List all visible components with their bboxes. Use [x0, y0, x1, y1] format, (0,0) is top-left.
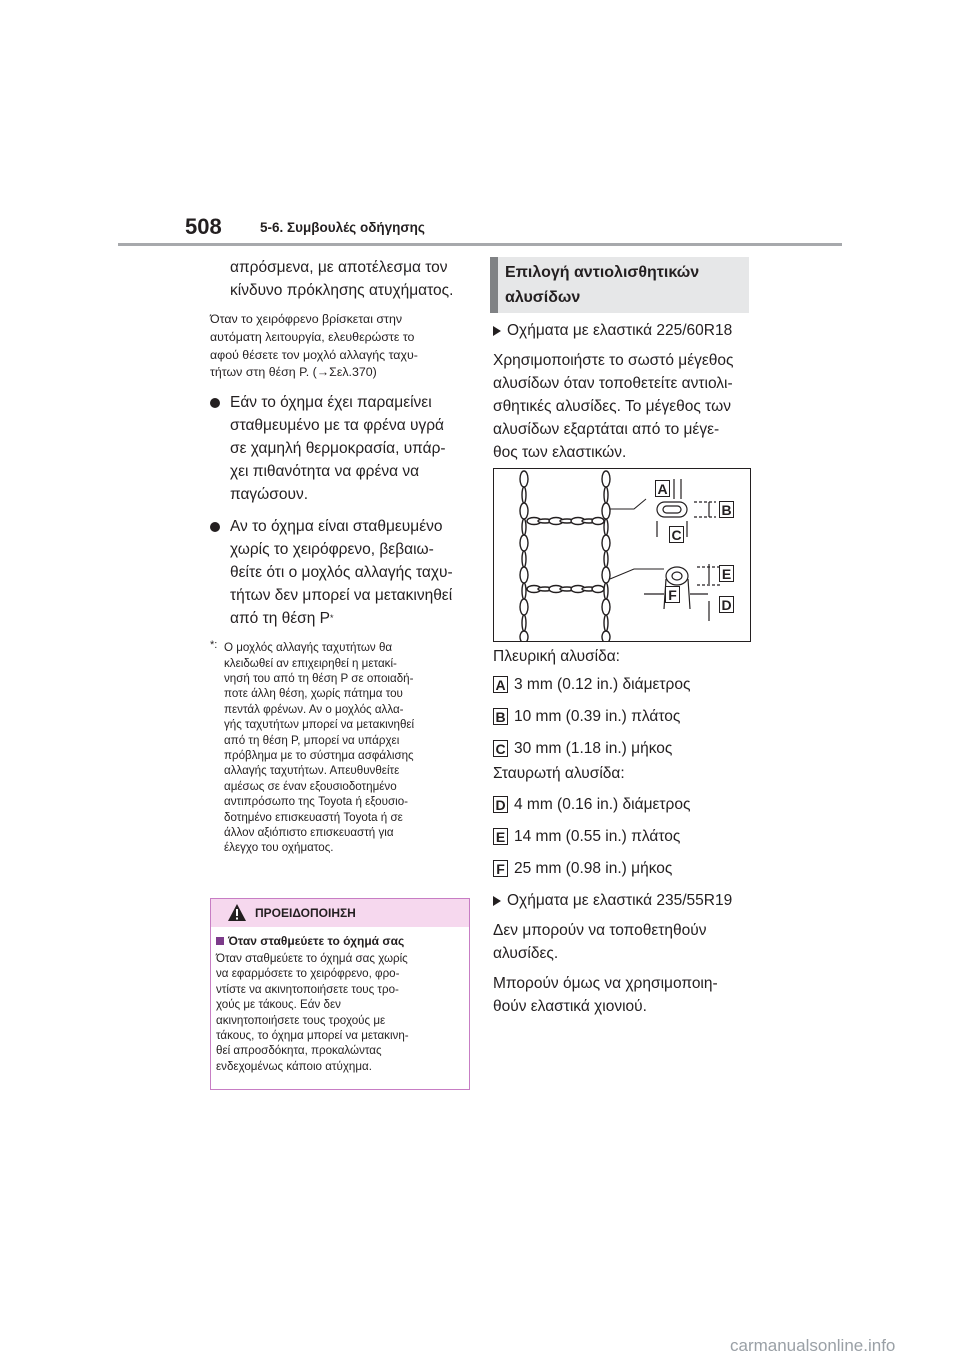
text-line: γής ταχυτήτων μπορεί να μετακινηθεί [224, 718, 415, 732]
text-line: αυτόματη λειτουργία, ελευθερώστε το [210, 329, 415, 344]
square-bullet-icon [216, 937, 224, 945]
section-heading-box [490, 257, 749, 313]
bullet-no-parking-brake [210, 515, 472, 630]
side-chain-label: Πλευρική αλυσίδα: [493, 648, 620, 665]
warning-subhead-text: Όταν σταθμεύετε το όχημά σας [228, 934, 405, 948]
key-a: A [493, 676, 508, 693]
text-line: χούς με τάκους. Εάν δεν [216, 998, 341, 1012]
text-line: αλυσίδων εξαρτάται από το μέγε- [493, 421, 720, 438]
chain-diagram [494, 469, 750, 641]
text-line: σταθμευμένο με τα φρένα υγρά [230, 417, 445, 435]
item-text: 30 mm (1.18 in.) μήκος [514, 740, 673, 757]
chain-left [520, 471, 528, 641]
arrow-right-icon [493, 326, 501, 336]
watermark: carmanualsonline.info [730, 1336, 896, 1355]
chain-right [602, 471, 610, 641]
key-f: F [493, 860, 508, 877]
text-line: χωρίς το χειρόφρενο, βεβαιω- [230, 541, 434, 559]
text-line: Όταν σταθμεύετε το όχημά σας χωρίς [216, 952, 408, 965]
continued-text [210, 256, 472, 302]
section-title: 5-6. Συμβουλές οδήγησης [260, 220, 425, 235]
item-text: 4 mm (0.16 in.) διάμετρος [514, 796, 691, 813]
figure-label-a: A [655, 480, 670, 497]
figure-label-b: B [719, 501, 734, 518]
text-line: από τη θέση P, μπορεί να υπάρχει [224, 733, 400, 747]
text-line: δοτημένο επισκευαστή Toyota ή σε [224, 810, 403, 824]
item-text: 3 mm (0.12 in.) διάμετρος [514, 676, 691, 693]
tire2-extra-text [493, 972, 755, 1018]
text-line: άλλον αξιόπιστο επισκευαστή για [224, 826, 394, 840]
page-number: 508 [185, 214, 222, 239]
cross-chain-item-f [493, 857, 755, 880]
chain-cross-upper [527, 518, 604, 525]
key-e: E [493, 828, 508, 845]
footnote-ref: * [330, 613, 334, 624]
text-line: αφού θέσετε τον μοχλό αλλαγής ταχυ- [210, 347, 418, 362]
tire1-block [493, 319, 755, 464]
text-line [230, 607, 472, 630]
text-line: Εάν το όχημα έχει παραμείνει [230, 394, 432, 412]
warning-box [210, 898, 470, 1090]
text-line: θος των ελαστικών. [493, 444, 627, 461]
text-line: σε χαμηλή θερμοκρασία, υπάρ- [230, 440, 446, 458]
header-rule [118, 243, 842, 246]
text-line: ντίστε να ακινητοποιήσετε τους τρο- [216, 982, 399, 996]
text-line: αλυσίδες. [493, 945, 559, 962]
figure-label-f: F [665, 586, 680, 603]
figure-label-c: C [669, 526, 684, 543]
cross-chain-label: Σταυρωτή αλυσίδα: [493, 765, 625, 782]
text-line: ενδεχομένως κάποιο ατύχημα. [216, 1059, 372, 1073]
text-line: Δεν μπορούν να τοποθετηθούν [493, 922, 707, 939]
key-b: B [493, 708, 508, 725]
key-c: C [493, 740, 508, 757]
tire1-heading [493, 319, 755, 342]
arrow-right-icon [493, 896, 501, 906]
cross-chain-item-e [493, 825, 755, 848]
warning-triangle-icon [227, 903, 247, 922]
text-line: Όταν το χειρόφρενο βρίσκεται στην [210, 312, 403, 326]
text-line: παγώσουν. [230, 486, 309, 504]
figure-label-d: D [719, 596, 734, 613]
key-d: D [493, 796, 508, 813]
footnote [210, 640, 472, 856]
item-text: 10 mm (0.39 in.) πλάτος [514, 708, 681, 725]
text-line: αλυσίδων όταν τοποθετείτε αντιολι- [493, 375, 733, 392]
tire1-text [493, 349, 755, 464]
text-line: πεντάλ φρένων. Αν ο μοχλός αλλα- [224, 702, 404, 716]
chain-sizes [493, 645, 755, 1018]
left-column [210, 256, 472, 856]
text-line: νησή του από τη θέση P σε οποιαδή- [224, 672, 414, 685]
cross-chain-item-d [493, 793, 755, 816]
bullet-cold-brakes [210, 391, 472, 506]
figure-label-e: E [719, 565, 734, 582]
text-line: τάκους, το όχημα μπορεί να μετακινη- [216, 1029, 409, 1043]
chain-size-figure [493, 468, 751, 642]
item-text: 14 mm (0.55 in.) πλάτος [514, 828, 681, 845]
text-line: Επιλογή αντιολισθητικών [505, 264, 700, 281]
warning-body [216, 933, 464, 1074]
text-line: Χρησιμοποιήστε το σωστό μέγεθος [493, 352, 734, 369]
footnote-mark: *: [210, 639, 218, 652]
text-line: κλειδωθεί αν επιχειρηθεί η μετακί- [224, 656, 397, 670]
text-line: έλεγχο του οχήματος. [224, 841, 334, 855]
text-line: θεί απροσδόκητα, προκαλώντας [216, 1044, 382, 1058]
section-heading [505, 260, 745, 310]
text-line: Ο μοχλός αλλαγής ταχυτήτων θα [224, 641, 393, 655]
text-line: ακινητοποιήσετε τους τροχούς με [216, 1013, 386, 1027]
item-text: 25 mm (0.98 in.) μήκος [514, 860, 673, 877]
side-chain-item-a [493, 673, 755, 696]
bullet-icon [210, 398, 220, 408]
tire2-heading [493, 889, 755, 912]
warning-title: ΠΡΟΕΙΔΟΠΟΙΗΣΗ [255, 906, 356, 920]
side-chain-item-b [493, 705, 755, 728]
warning-text [216, 951, 464, 1074]
text-line: αμέσως σε έναν εξουσιοδοτημένο [224, 779, 397, 793]
text-line: αλλαγής ταχυτήτων. Απευθυνθείτε [224, 764, 400, 778]
warning-header [211, 899, 469, 927]
text-line: σθητικές αλυσίδες. Το μέγεθος των [493, 398, 731, 415]
section-heading-bar [490, 257, 498, 313]
text-line: απρόσμενα, με αποτέλεσμα τον [230, 259, 448, 276]
text-line: θούν ελαστικά χιονιού. [493, 998, 647, 1015]
text-line: Μπορούν όμως να χρησιμοποιη- [493, 975, 718, 992]
tire2-heading-text: Οχήματα με ελαστικά 235/55R19 [507, 892, 733, 909]
text-line: τήτων στη θέση P. (→Σελ.370) [210, 365, 377, 380]
tire1-heading-text: Οχήματα με ελαστικά 225/60R18 [507, 322, 733, 339]
text-line: να εφαρμόσετε το χειρόφρενο, φρο- [216, 967, 400, 981]
text-line: χει πιθανότητα να φρένα να [230, 463, 420, 481]
side-chain-item-c [493, 737, 755, 760]
text-line: τήτων δεν μπορεί να μετακινηθεί [230, 587, 453, 605]
text-line: αντιπρόσωπο της Toyota ή εξουσιο- [224, 795, 409, 809]
text-line: αλυσίδων [505, 289, 581, 306]
chain-cross-lower [527, 586, 604, 593]
text-line: κίνδυνο πρόκλησης ατυχήματος. [230, 282, 454, 299]
text-line: θείτε ότι ο μοχλός αλλαγής ταχυ- [230, 564, 453, 582]
text-line: πρόβλημα με το σύστημα ασφάλισης [224, 749, 414, 763]
text-line: ποτε άλλη θέση, χωρίς πάτημα του [224, 687, 403, 701]
tire2-text [493, 919, 755, 965]
warning-subhead [216, 933, 464, 949]
bullet-icon [210, 522, 220, 532]
parking-brake-note [210, 311, 472, 382]
text-line: Αν το όχημα είναι σταθμευμένο [230, 518, 443, 536]
cross-link-detail [644, 564, 720, 621]
text-span: από τη θέση P [230, 610, 330, 628]
